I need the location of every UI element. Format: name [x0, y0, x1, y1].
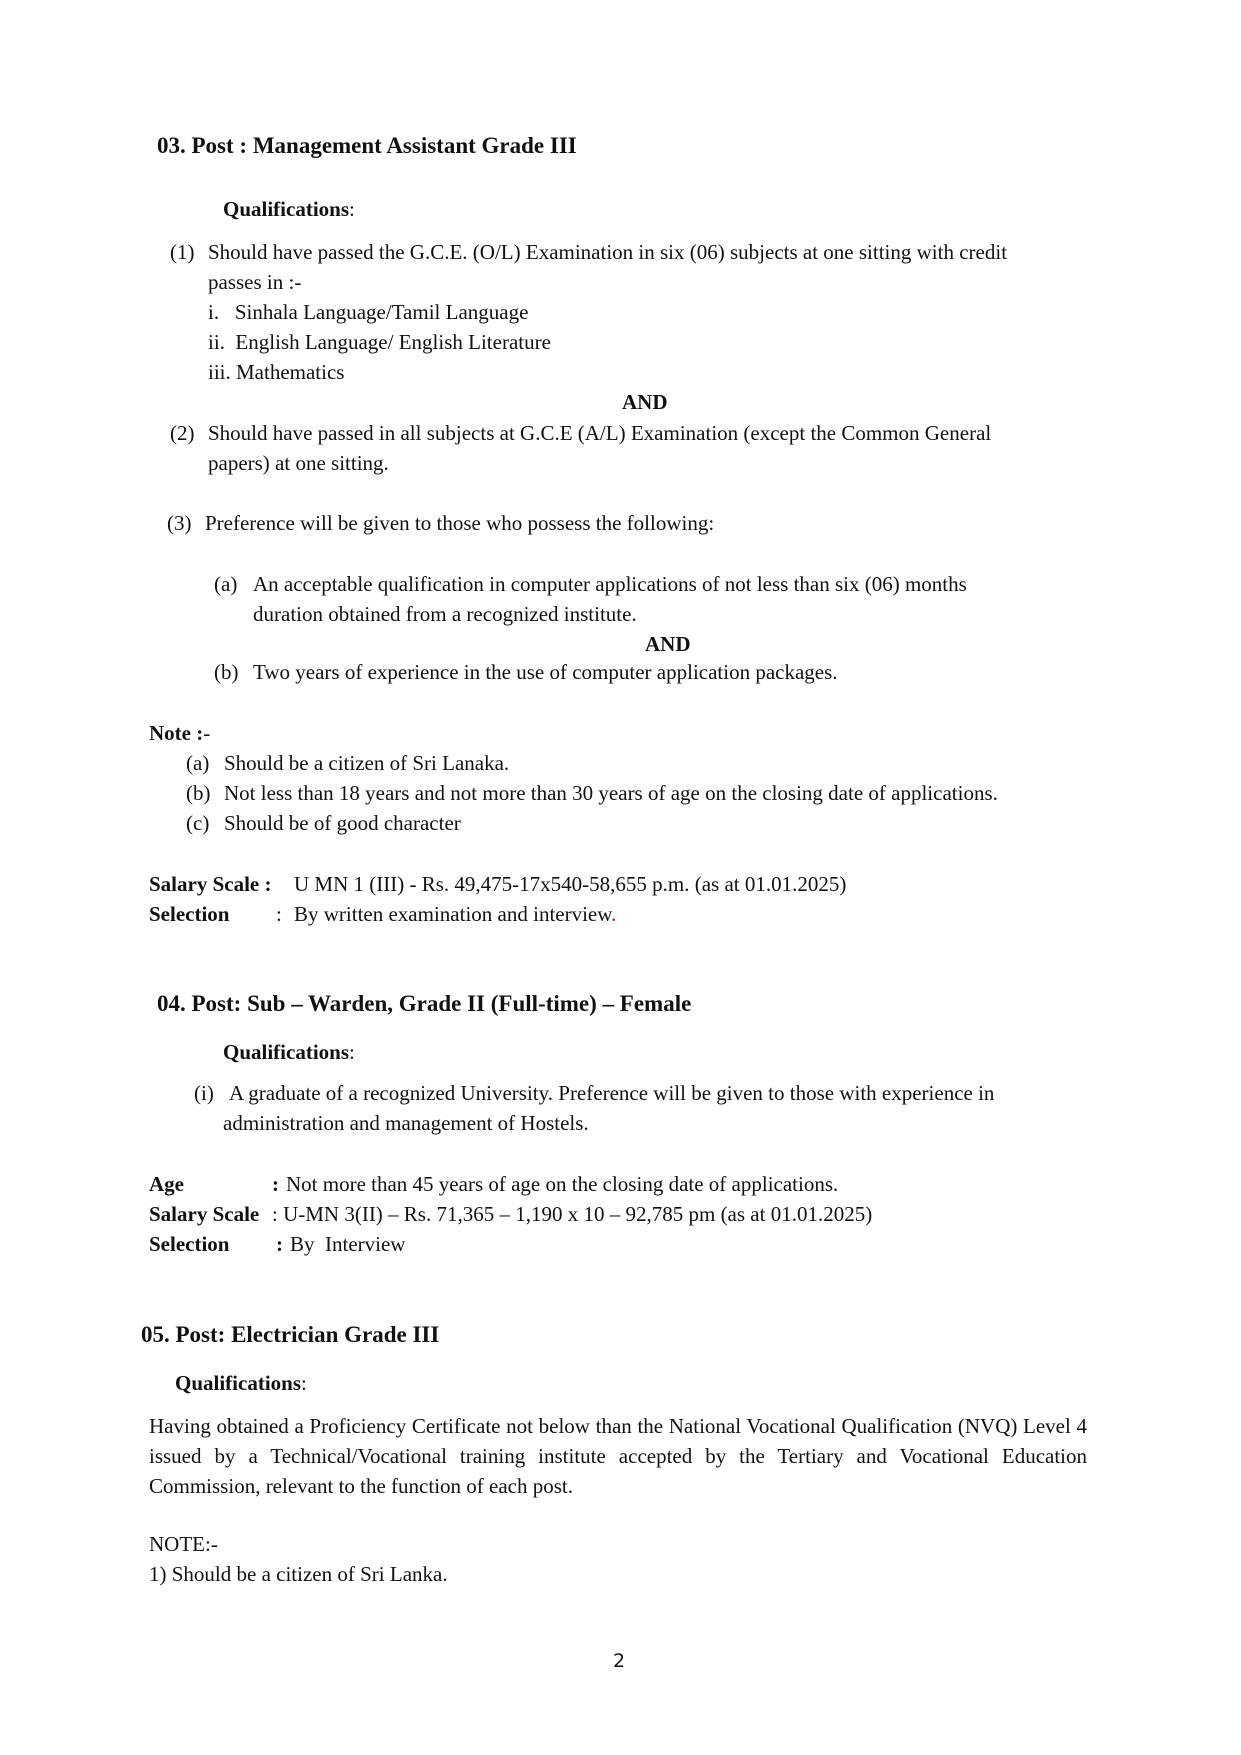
section-05-note-heading: NOTE:- [149, 1532, 218, 1556]
preference-b-number: (b) [214, 660, 239, 684]
q2-line-1: Should have passed in all subjects at G.C.E (A/L) Examination (except the Common General [208, 421, 992, 445]
section-04-salary-value: : U-MN 3(II) – Rs. 71,365 – 1,190 x 10 – 92,785 pm (as at 01.01.2025) [272, 1202, 873, 1226]
section-04-salary-label: Salary Scale [149, 1202, 260, 1226]
note-c-number: (c) [186, 811, 210, 835]
q1-line-2: passes in :- [208, 270, 302, 294]
section-05-title: 05. Post: Electrician Grade III [141, 1322, 440, 1347]
section-04-age-colon: : [272, 1172, 279, 1196]
section-03-qualifications-heading: Qualifications: [223, 197, 355, 221]
section-03-note-heading: Note :- [149, 721, 211, 745]
section-03-selection-value: By written examination and interview. [294, 902, 617, 926]
preference-b-text: Two years of experience in the use of computer application packages. [253, 660, 838, 684]
section-03-selection-colon: : [276, 902, 282, 926]
q1-line-1: Should have passed the G.C.E. (O/L) Examination in six (06) subjects at one sitting with credit [208, 240, 1008, 264]
q1-sub-iii: iii. Mathematics [208, 360, 345, 384]
section-04-selection-colon: : [276, 1232, 283, 1256]
section-04-title: 04. Post: Sub – Warden, Grade II (Full-time) – Female [157, 991, 692, 1016]
section-04-q-line-2: administration and management of Hostels. [223, 1111, 589, 1135]
and-separator-2: AND [645, 632, 691, 656]
q3-text: Preference will be given to those who possess the following: [205, 511, 715, 535]
section-05-paragraph: Having obtained a Proficiency Certificate not below than the National Vocational Qualification (NVQ) Level 4 issued by a Technical/Vocational training institute accepted by the Tertiary and Vocational Education Commission, relevant to the function of each post. [149, 1414, 1087, 1498]
q2-line-2: papers) at one sitting. [208, 451, 389, 475]
note-b-text: Not less than 18 years and not more than 30 years of age on the closing date of applications. [224, 781, 998, 805]
page-number: 2 [613, 1650, 626, 1672]
preference-a-line-1: An acceptable qualification in computer applications of not less than six (06) months [253, 572, 967, 596]
section-03-selection-label: Selection [149, 902, 230, 926]
section-04-q-number: (i) [194, 1081, 214, 1105]
note-a-text: Should be a citizen of Sri Lanaka. [224, 751, 510, 775]
q2-number: (2) [170, 421, 195, 445]
note-b-number: (b) [186, 781, 211, 805]
section-05-note-1: 1) Should be a citizen of Sri Lanka. [149, 1562, 448, 1586]
qualifications-label: Qualifications [223, 197, 350, 221]
section-04-qualifications-heading: Qualifications: [223, 1040, 355, 1064]
q3-number: (3) [167, 511, 192, 535]
section-04-age-label: Age [149, 1172, 184, 1196]
section-04-q-line-1: A graduate of a recognized University. Preference will be given to those with experience in [229, 1081, 995, 1105]
section-03-salary-label: Salary Scale : [149, 872, 272, 896]
q1-sub-i: i. Sinhala Language/Tamil Language [208, 300, 529, 324]
section-03-salary-value: U MN 1 (III) - Rs. 49,475-17x540-58,655 p.m. (as at 01.01.2025) [294, 872, 847, 896]
section-04-selection-label: Selection [149, 1232, 230, 1256]
and-separator-1: AND [622, 390, 668, 414]
section-04-selection-value: By Interview [290, 1232, 406, 1256]
note-c-text: Should be of good character [224, 811, 461, 835]
section-05-qualifications-heading: Qualifications: [175, 1371, 307, 1395]
q1-sub-ii: ii. English Language/ English Literature [208, 330, 551, 354]
q1-number: (1) [170, 240, 195, 264]
section-04-age-value: Not more than 45 years of age on the closing date of applications. [286, 1172, 839, 1196]
section-03-title: 03. Post : Management Assistant Grade III [157, 133, 577, 158]
note-a-number: (a) [186, 751, 210, 775]
preference-a-number: (a) [214, 572, 238, 596]
preference-a-line-2: duration obtained from a recognized institute. [253, 602, 637, 626]
